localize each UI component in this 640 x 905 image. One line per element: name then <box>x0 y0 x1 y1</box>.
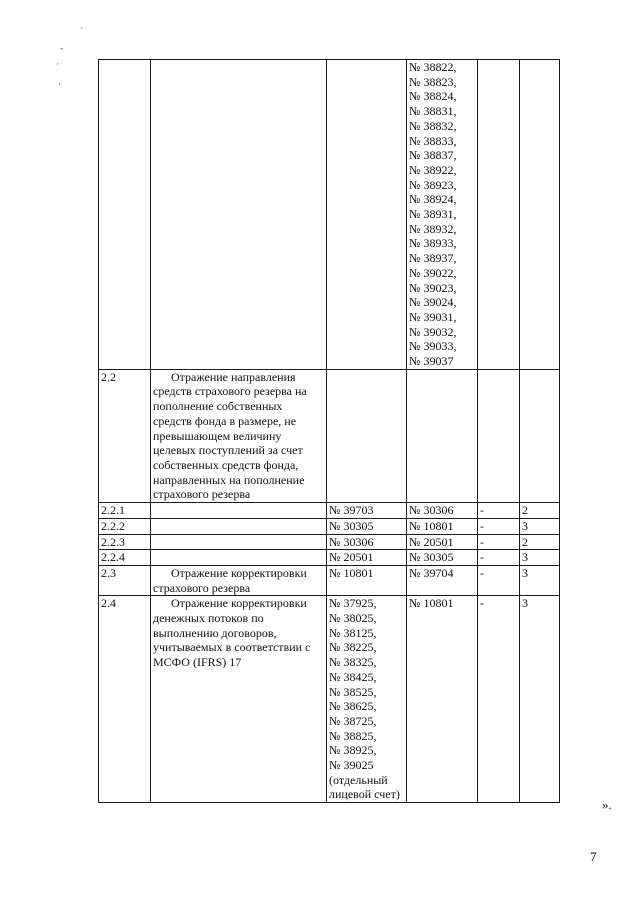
row-name: Отражение направления средств страхового резерва на пополнение собственных средств фонда в размере, не превышающем величину целевых поступлений за счет собственных средств фонда, направленных на пополнение страхового резерва <box>151 369 327 502</box>
corr-account-item: № 38832, <box>409 118 457 133</box>
account-item: № 38825, <box>329 728 377 743</box>
corr-account-item: № 38824, <box>409 89 457 104</box>
corr-account-item: № 38922, <box>409 162 457 177</box>
row-number: 2.2.1 <box>99 503 151 519</box>
corr-account-item: № 38937, <box>409 251 457 266</box>
page-number: 7 <box>590 849 597 864</box>
row-type: 3 <box>520 565 560 595</box>
row-sign: - <box>478 518 520 534</box>
cell-name <box>151 60 327 370</box>
row-corr-account: № 20501 <box>407 534 478 550</box>
account-item: № 38125, <box>329 625 377 640</box>
table-row-last <box>99 596 560 803</box>
corr-account-item: № 39033, <box>409 339 457 354</box>
row-sign <box>478 369 520 502</box>
row-sign: - <box>478 550 520 566</box>
row-account: № 20501 <box>327 550 407 566</box>
row-type: 2 <box>520 534 560 550</box>
row-name <box>151 518 327 534</box>
table-row <box>99 369 560 502</box>
row-number: 2.2.2 <box>99 518 151 534</box>
corr-account-item: № 39032, <box>409 324 457 339</box>
row-number: 2.2.4 <box>99 550 151 566</box>
row-sign: - <box>478 596 520 803</box>
corr-account-item: № 39031, <box>409 309 457 324</box>
corr-account-item: № 38931, <box>409 207 457 222</box>
row-name <box>151 534 327 550</box>
account-item: (отдельный <box>329 772 388 787</box>
account-list <box>327 596 407 803</box>
row-account: № 30306 <box>327 534 407 550</box>
account-item: № 37925, <box>329 596 377 611</box>
account-item: № 38725, <box>329 713 377 728</box>
row-account: № 39703 <box>327 503 407 519</box>
corr-account-item: № 38932, <box>409 221 457 236</box>
cell-number <box>99 60 151 370</box>
table-row <box>99 565 560 595</box>
table-row <box>99 534 560 550</box>
corr-account-item: № 39022, <box>409 265 457 280</box>
row-type: 2 <box>520 503 560 519</box>
account-item: № 38025, <box>329 611 377 626</box>
row-corr-account: № 39704 <box>407 565 478 595</box>
corr-account-item: № 39024, <box>409 295 457 310</box>
closing-quote: ». <box>602 797 612 812</box>
account-item: № 38225, <box>329 640 377 655</box>
row-type: 3 <box>520 518 560 534</box>
corr-account-item: № 38823, <box>409 74 457 89</box>
corr-account-item: № 39023, <box>409 280 457 295</box>
table-row <box>99 518 560 534</box>
cell-account <box>327 60 407 370</box>
table-row <box>99 503 560 519</box>
corr-account-list <box>407 60 478 370</box>
row-number: 2.2 <box>99 369 151 502</box>
row-number: 2.3 <box>99 565 151 595</box>
accounting-entries-table <box>98 59 560 803</box>
account-item: № 38925, <box>329 743 377 758</box>
cell-type <box>520 60 560 370</box>
row-account: № 30305 <box>327 518 407 534</box>
table-row-continuation <box>99 60 560 370</box>
row-name <box>151 550 327 566</box>
row-corr-account: № 30305 <box>407 550 478 566</box>
corr-account-item: № 38822, <box>409 60 457 74</box>
cell-sign <box>478 60 520 370</box>
account-item: № 38425, <box>329 669 377 684</box>
row-type: 3 <box>520 596 560 803</box>
corr-account-item: № 38924, <box>409 192 457 207</box>
corr-account-item: № 38831, <box>409 104 457 119</box>
row-type: 3 <box>520 550 560 566</box>
row-type <box>520 369 560 502</box>
row-name <box>151 503 327 519</box>
row-corr-account: № 30306 <box>407 503 478 519</box>
account-item: № 38525, <box>329 684 377 699</box>
row-sign: - <box>478 534 520 550</box>
account-item: лицевой счет) <box>329 787 400 802</box>
row-sign: - <box>478 565 520 595</box>
corr-account-item: № 38833, <box>409 133 457 148</box>
row-number: 2.2.3 <box>99 534 151 550</box>
row-corr-account <box>407 369 478 502</box>
document-page: ˎ - · · № 38822, № 38823, № 38824, № 38831, № 38832, № 38833, № 38837, № 38922, № 38923, № 38924, № 38931, № 38932, № 38933, № 38937, № 39022, № 39023, № 39024, № 39031, № 39032, № 39033, № 39037 2.2 Отражение направления средств страхового резерва на пополнение собственных средств фонда в размере, не превышающем величину целевых поступлений за счет собственных средств фонда, направленных на пополнение страхового резерва 2.2.1 № 39703 № 30306 - 2 2.2.2 № 30305 № 10801 - 3 2.2.3 № 30306 № 20501 - 2 2.2.4 № 20501 № 30305 - 3 2.3 Отражение корректировки страхового резерва № 10801 № 39704 - 3 2.4 Отражение корректировки денежных потоков по выполнению договоров, учитываемых в соответствии с МСФО (IFRS) 17 № 37925, № 38025, № 38125, № 38225, № 38325, № 38425, № 38525, № 38625, № 38725, № 38825, № 38925, № 39025 (отдельный лицевой счет) № 10801 - 3 ». 7 <box>56 19 612 864</box>
row-name: Отражение корректировки страхового резерва <box>151 565 327 595</box>
row-name: Отражение корректировки денежных потоков по выполнению договоров, учитываемых в соответствии с МСФО (IFRS) 17 <box>151 596 327 803</box>
corr-account-item: № 38933, <box>409 236 457 251</box>
account-item: № 38325, <box>329 655 377 670</box>
account-item: № 38625, <box>329 699 377 714</box>
row-corr-account: № 10801 <box>407 518 478 534</box>
row-account: № 10801 <box>327 565 407 595</box>
row-sign: - <box>478 503 520 519</box>
row-corr-account: № 10801 <box>407 596 478 803</box>
corr-account-item: № 38837, <box>409 148 457 163</box>
table-row <box>99 550 560 566</box>
corr-account-item: № 38923, <box>409 177 457 192</box>
row-account <box>327 369 407 502</box>
account-item: № 39025 <box>329 758 374 773</box>
corr-account-item: № 39037 <box>409 354 454 369</box>
row-number: 2.4 <box>99 596 151 803</box>
